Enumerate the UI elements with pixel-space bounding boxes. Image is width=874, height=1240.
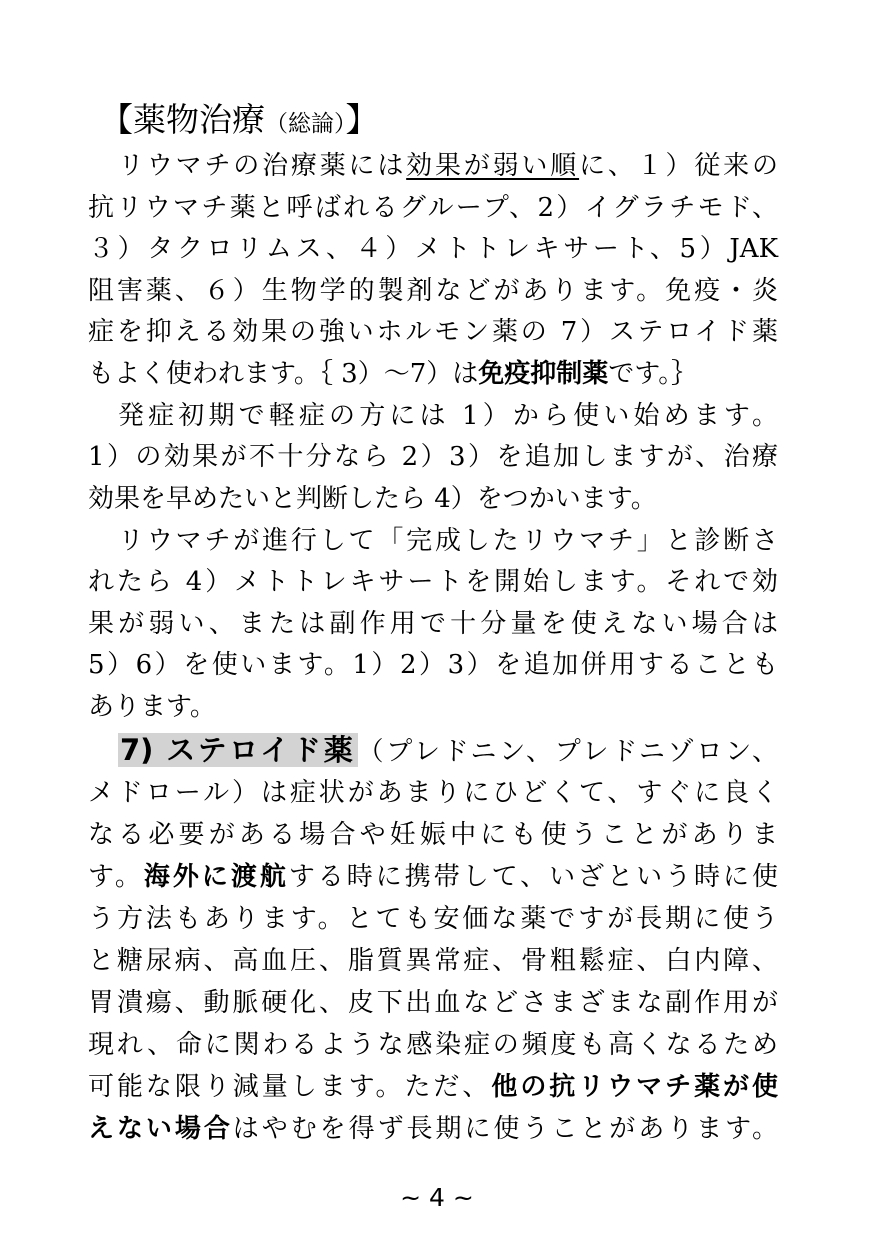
paragraph-3-line-2: れたら 4）メトトレキサートを開始します。それで効: [88, 567, 778, 597]
paragraph-2-line-2: 1）の効果が不十分なら 2）3）を追加しますが、治療: [88, 442, 778, 472]
paragraph-1-line-1: [118, 146, 778, 186]
section-title: [100, 96, 379, 148]
bold-text: 他の抗リウマチ薬が使: [491, 1072, 778, 1102]
paragraph-4-line-3: なる必要がある場合や妊娠中にも使うことがありま: [88, 820, 778, 850]
text-span: （プレドニン、プレドニゾロン、: [357, 737, 778, 767]
paragraph-1-line-5: 症を抑える効果の強いホルモン薬の 7）ステロイド薬: [88, 317, 778, 347]
bold-text: 免疫抑制薬: [478, 359, 609, 389]
text-span: に、１）従来の: [579, 151, 778, 181]
text-span: もよく使われます。｛ 3）～7）は: [88, 359, 479, 389]
paragraph-4-line-8: 現れ、命に関わるような感染症の頻度も高くなるため: [88, 1030, 778, 1060]
paragraph-4-line-4: [88, 857, 778, 897]
text-span: リウマチの治療薬には: [118, 151, 407, 181]
paragraph-4-line-6: と糖尿病、高血圧、脂質異常症、骨粗鬆症、白内障、: [88, 946, 778, 976]
paragraph-2-line-1: 発症初期で軽症の方には 1）から使い始めます。: [118, 401, 778, 431]
text-span: す。: [88, 862, 144, 892]
title-close-bracket: 】: [345, 100, 379, 139]
title-subtitle: （総論）: [265, 111, 346, 137]
paragraph-3-line-3: 果が弱い、または副作用で十分量を使えない場合は: [88, 609, 778, 639]
paragraph-4-line-2: メドロール）は症状があまりにひどくて、すぐに良く: [88, 778, 778, 808]
title-main: 【薬物治療: [100, 100, 265, 139]
paragraph-4-line-1: [118, 730, 778, 770]
text-span: はやむを得ず長期に使うことがあります。: [232, 1114, 778, 1144]
paragraph-2-line-3: 効果を早めたいと判断したら 4）をつかいます。: [88, 484, 657, 514]
paragraph-1-line-4: 阻害薬、６）生物学的製剤などがあります。免疫・炎: [88, 276, 778, 306]
bold-text: 海外に渡航: [143, 862, 289, 892]
paragraph-3-line-5: あります。: [88, 692, 216, 722]
highlighted-heading: 7) ステロイド薬: [120, 733, 356, 767]
paragraph-1-line-2: 抗リウマチ薬と呼ばれるグループ、2）イグラチモド、: [88, 193, 778, 223]
text-span: です。｝: [608, 359, 698, 389]
paragraph-4-line-10: [88, 1109, 778, 1149]
paragraph-3-line-4: 5）6）を使います。1）2）3）を追加併用することも: [88, 650, 778, 680]
paragraph-1-line-3: ３）タクロリムス、４）メトトレキサート、5）JAK: [88, 234, 778, 264]
page-number: ~ 4 ~: [400, 1183, 474, 1212]
paragraph-4-line-7: 胃潰瘍、動脈硬化、皮下出血などさまざまな副作用が: [88, 988, 778, 1018]
text-span: する時に携帯して、いざという時に使: [288, 862, 778, 892]
paragraph-4-line-5: う方法もあります。とても安価な薬ですが長期に使う: [88, 904, 778, 934]
paragraph-4-line-9: [88, 1067, 778, 1107]
text-span: 可能な限り減量します。ただ、: [88, 1072, 492, 1102]
paragraph-1-line-6: [88, 354, 778, 394]
paragraph-3-line-1: リウマチが進行して「完成したリウマチ」と診断さ: [118, 526, 778, 556]
bold-text: えない場合: [88, 1114, 233, 1144]
underlined-text: 効果が弱い順: [406, 151, 580, 181]
